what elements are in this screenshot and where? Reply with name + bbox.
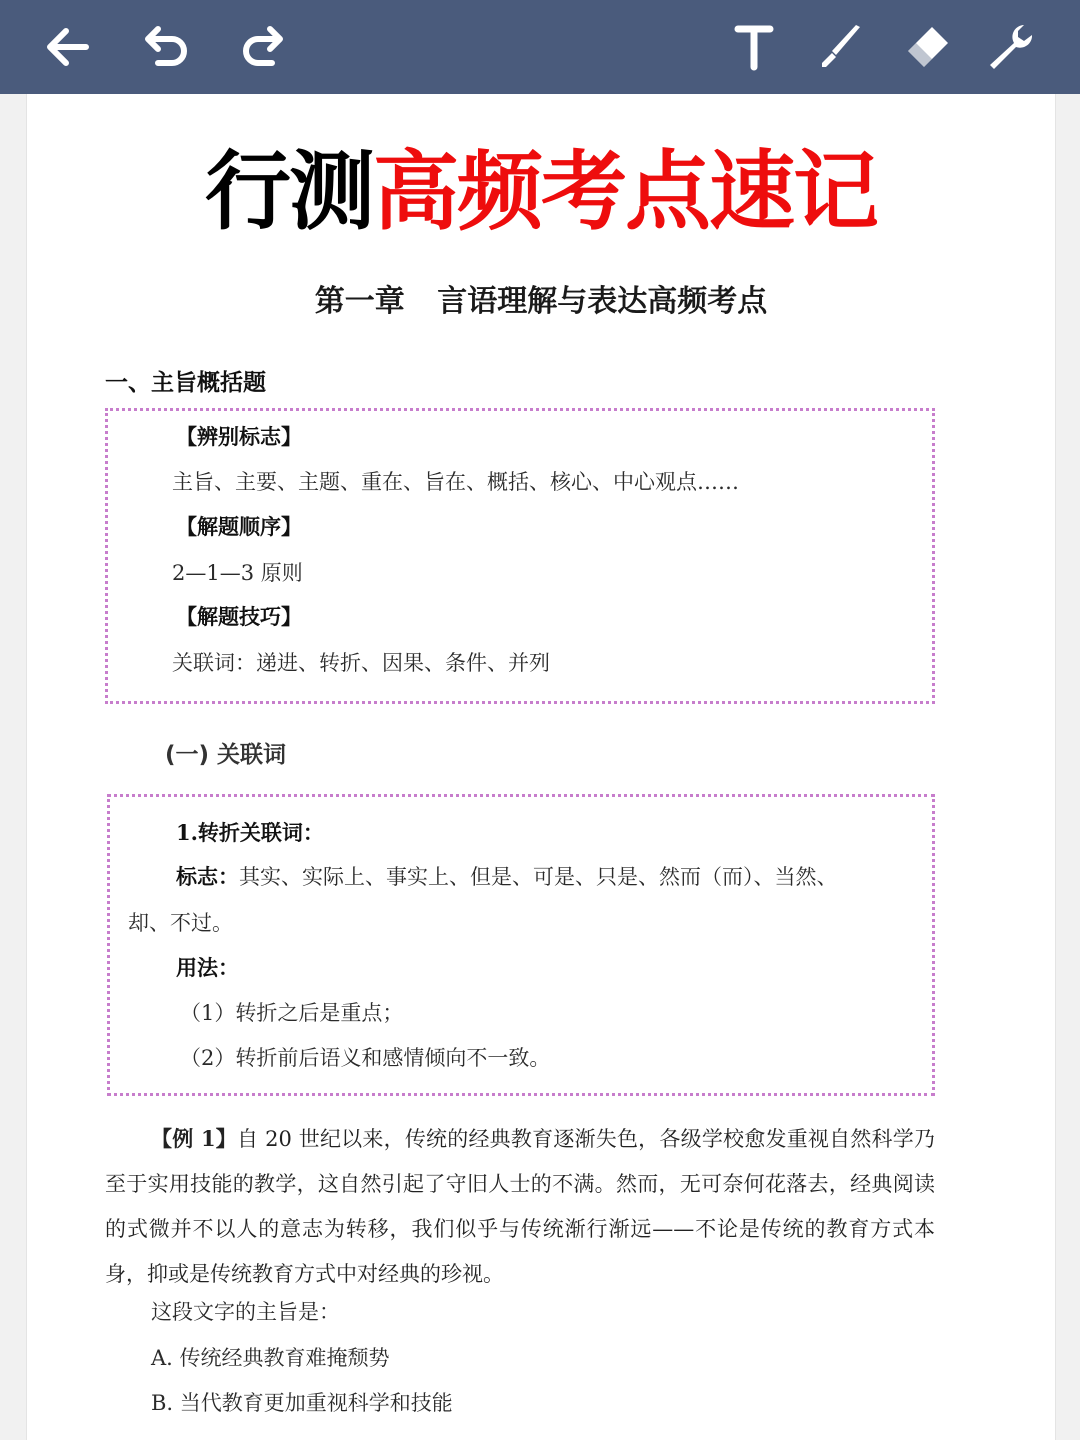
- back-arrow-icon: [42, 21, 94, 73]
- section-heading: 一、主旨概括题: [105, 370, 266, 396]
- box1-text-3: 关联词：递进、转折、因果、条件、并列: [172, 651, 550, 675]
- usage-item-2: （2）转折前后语义和感情倾向不一致。: [180, 1046, 551, 1070]
- pen-tool-button[interactable]: [812, 17, 872, 77]
- eraser-button[interactable]: [898, 17, 958, 77]
- document-page: [26, 94, 1056, 1440]
- box1-text-2: 2—1—3 原则: [172, 561, 303, 585]
- example-label: 【例 1】: [151, 1126, 238, 1151]
- subsection-heading: (一) 关联词: [165, 742, 287, 768]
- box1-heading-1: 【辨别标志】: [176, 424, 302, 449]
- redo-button[interactable]: [232, 17, 292, 77]
- box2-sign-line: [176, 861, 838, 891]
- usage-item-1: （1）转折之后是重点；: [180, 1001, 404, 1025]
- conjunction-box: [107, 794, 935, 1096]
- example-text: 自 20 世纪以来，传统的经典教育逐渐失色，各级学校愈发重视自然科学乃至于实用技能的教学，这自然引起了守旧人士的不满。然而，无可奈何花落去，经典阅读的式微并不以人的意志为转移，我们似乎与传统渐行渐远——不论是传统的教育方式本身，抑或是传统教育方式中对经典的珍视。: [105, 1127, 935, 1286]
- undo-button[interactable]: [136, 17, 196, 77]
- page-title: [27, 142, 1055, 242]
- box2-sign-cont: 却、不过。: [128, 911, 233, 935]
- option-a[interactable]: A. 传统经典教育难掩颓势: [151, 1346, 390, 1370]
- eraser-icon: [902, 21, 954, 73]
- box1-text-1: 主旨、主要、主题、重在、旨在、概括、核心、中心观点……: [172, 470, 739, 494]
- title-black-part: 行测: [205, 142, 373, 242]
- sign-label: 标志：: [176, 864, 239, 889]
- settings-button[interactable]: [980, 17, 1040, 77]
- chapter-heading: 第一章 言语理解与表达高频考点: [314, 284, 768, 319]
- text-tool-button[interactable]: [724, 17, 784, 77]
- undo-icon: [140, 21, 192, 73]
- question-stem: 这段文字的主旨是：: [151, 1300, 340, 1324]
- box1-heading-3: 【解题技巧】: [176, 604, 302, 629]
- wrench-icon: [984, 21, 1036, 73]
- pen-tool-icon: [816, 21, 868, 73]
- summary-box: [105, 408, 935, 704]
- text-tool-icon: [728, 21, 780, 73]
- sign-text: 其实、实际上、事实上、但是、可是、只是、然而（而）、当然、: [239, 865, 838, 889]
- box2-heading: 1.转折关联词：: [176, 820, 324, 845]
- box1-heading-2: 【解题顺序】: [176, 514, 302, 539]
- redo-icon: [236, 21, 288, 73]
- usage-label: 用法：: [176, 955, 239, 980]
- title-red-part: 高频考点速记: [373, 142, 877, 242]
- example-paragraph: [105, 1116, 935, 1297]
- back-button[interactable]: [38, 17, 98, 77]
- top-toolbar: [0, 0, 1080, 94]
- option-b[interactable]: B. 当代教育更加重视科学和技能: [151, 1391, 453, 1415]
